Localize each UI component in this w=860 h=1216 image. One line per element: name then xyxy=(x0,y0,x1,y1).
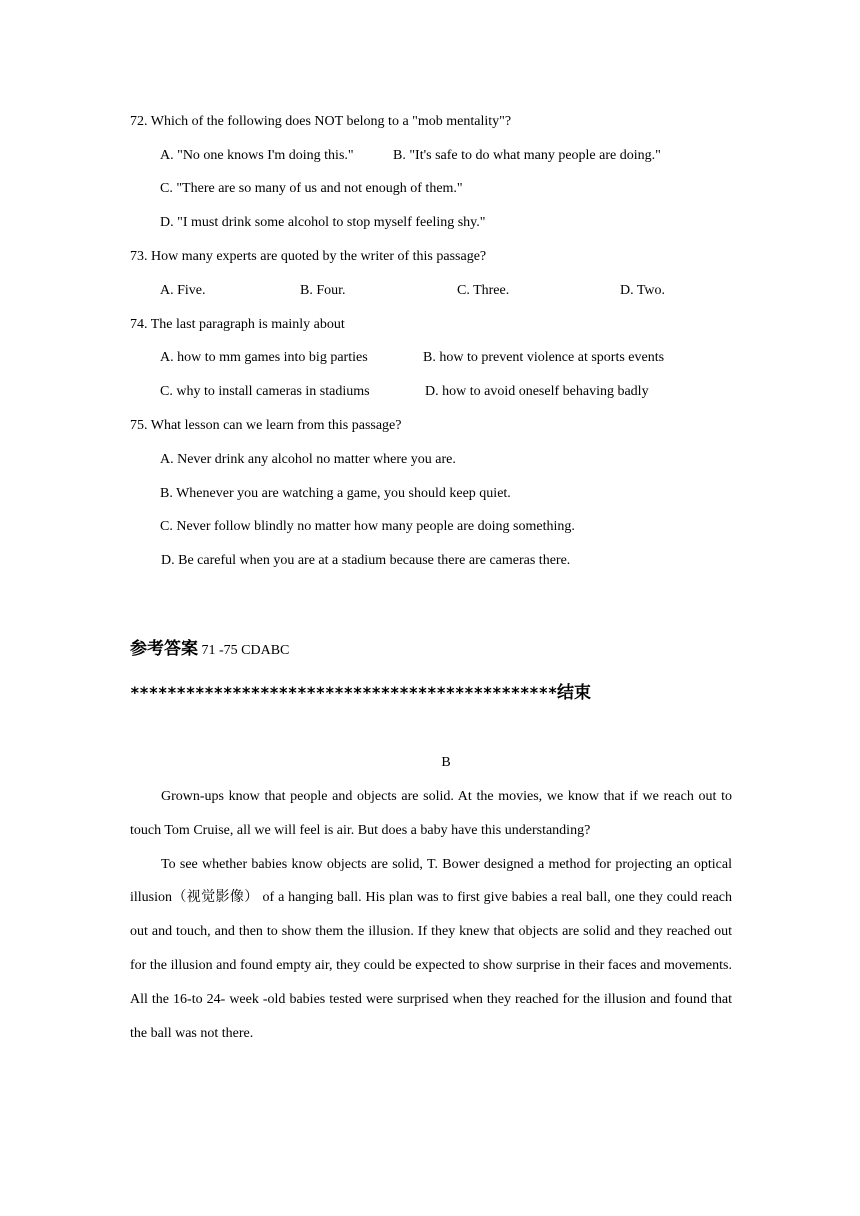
answer-key xyxy=(130,634,289,659)
question-72-stem: 72. Which of the following does NOT belong to a "mob mentality"? xyxy=(130,114,512,129)
question-73-stem: 73. How many experts are quoted by the writer of this passage? xyxy=(130,249,487,264)
question-75-option-d: D. Be careful when you are at a stadium because there are cameras there. xyxy=(161,553,571,568)
passage-paragraph-1: Grown-ups know that people and objects are solid. At the movies, we know that if we reach out to touch Tom Cruise, all we will feel is air. But does a baby have this understanding? xyxy=(130,789,732,838)
question-72-option-a: A. "No one knows I'm doing this." xyxy=(160,148,354,163)
passage-paragraph-2: To see whether babies know objects are solid, T. Bower designed a method for projecting an optical illusion（视觉影像） of a hanging ball. His plan was to first give babies a real ball, one they could reach out and touch, and then to show them the illusion. If they knew that objects are solid and they reached out for the illusion and found empty air, they could be expected to show surprise in their faces and movements. All the 16-to 24- week -old babies tested were surprised when they reached for the illusion and found that the ball was not there. xyxy=(130,856,732,1041)
question-73-option-a: A. Five. xyxy=(160,283,206,298)
reading-passage xyxy=(130,780,732,1050)
question-75-option-b: B. Whenever you are watching a game, you should keep quiet. xyxy=(160,486,511,501)
question-74-option-c: C. why to install cameras in stadiums xyxy=(160,384,370,399)
question-72-option-b: B. "It's safe to do what many people are doing." xyxy=(393,148,661,163)
question-74-stem: 74. The last paragraph is mainly about xyxy=(130,317,345,332)
question-74-option-a: A. how to mm games into big parties xyxy=(160,350,368,365)
question-73-option-c: C. Three. xyxy=(457,283,510,298)
question-73-option-b: B. Four. xyxy=(300,283,346,298)
question-73-option-d: D. Two. xyxy=(620,283,666,298)
question-75-option-a: A. Never drink any alcohol no matter where you are. xyxy=(160,452,456,467)
answer-key-label: 参考答案 xyxy=(130,639,198,659)
separator-stars: ********************************************** xyxy=(130,683,558,702)
question-72-option-c: C. "There are so many of us and not enough of them." xyxy=(160,181,463,196)
separator-end-label: 结束 xyxy=(557,683,592,703)
answer-key-text: 71 -75 CDABC xyxy=(198,643,290,658)
question-74-option-d: D. how to avoid oneself behaving badly xyxy=(425,384,649,399)
separator-line xyxy=(130,678,591,703)
question-75-option-c: C. Never follow blindly no matter how many people are doing something. xyxy=(160,519,575,534)
section-heading: B xyxy=(441,755,451,770)
question-74-option-b: B. how to prevent violence at sports events xyxy=(423,350,665,365)
question-72-option-d: D. "I must drink some alcohol to stop myself feeling shy." xyxy=(160,215,486,230)
question-75-stem: 75. What lesson can we learn from this passage? xyxy=(130,418,402,433)
